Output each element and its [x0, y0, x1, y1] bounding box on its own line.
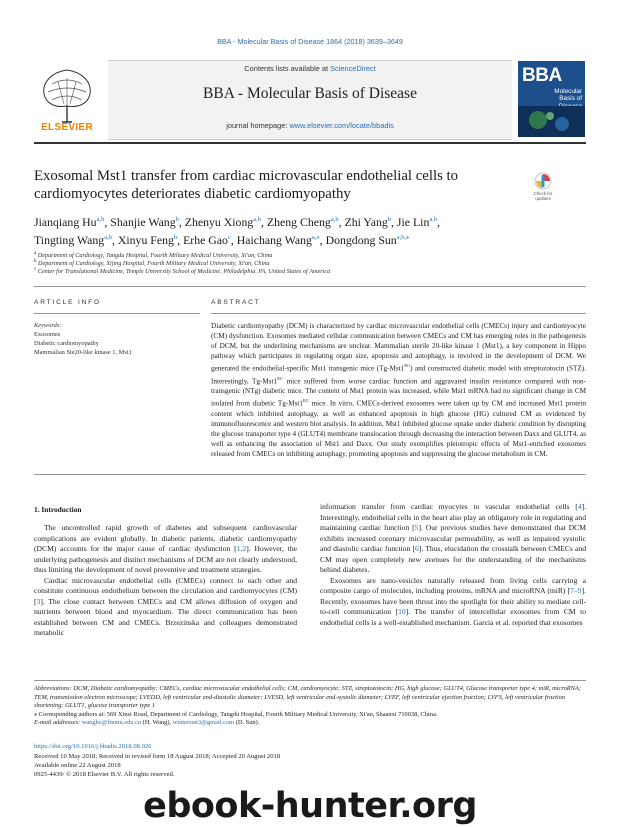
affiliation-mark: a — [34, 251, 37, 256]
author-name[interactable]: Xinyu Feng — [117, 233, 174, 248]
homepage-line — [108, 121, 512, 130]
contents-prefix: Contents lists available at — [244, 64, 331, 73]
author-name[interactable]: Zheng Cheng — [266, 214, 331, 229]
body-text: ]. Interestingly, endothelial cells in the heart also play an obligatory role in regulating and maintaining cardiac function [ — [320, 502, 586, 532]
author-affiliation-mark[interactable]: a,⁎ — [311, 234, 320, 242]
author-affiliation-mark[interactable]: a,b — [96, 216, 105, 223]
affiliation-c — [34, 267, 330, 275]
cover-subtitle-line: Molecular — [554, 88, 582, 95]
author-name[interactable]: Haichang Wang — [236, 233, 312, 248]
superscript-ec: EC — [404, 363, 411, 369]
affiliation-text: Department of Cardiology, Tangdu Hospital, Fourth Military Medical University, Xi'an, China — [37, 252, 273, 260]
keyword: Exosomes — [34, 331, 61, 338]
header-rule — [34, 142, 586, 144]
abstract-text: Diabetic cardiomyopathy (DCM) is characterized by cardiac microvascular endothelial cells (CMECs) injury and cardiomyocyte (CM) dysfunction. Exosomes mediated cellular communication between CMECs and CM has emerging roles in the pathogenesis of DCM, but the underlining mechanisms are unclear. Mammalian sterile 20-like kinase 1 (Mst1), a key component in Hippo pathway which participates in regulating organ size, apoptosis and autophagy, is involved in the development of DCM. We generated the endothelial-specific Mst1 transgenic mice (Tg-Mst1 — [211, 322, 586, 373]
abstract-text: ) and constructed diabetic model with streptozotocin (STZ). Interestingly, Tg-Mst1 — [211, 364, 586, 386]
introduction-heading: 1. Introduction — [34, 505, 82, 514]
abbreviations-footnote: Abbreviations: DCM, Diabetic cardiomyopathy; CMECs, cardiac microvascular endothelial cells; CM, cardiomyocyte; STZ, streptozotocin; HG, high glucose; GLUT4, Glucose transporter type 4; miR, microRNA; TEM, transmission electron microscope; LVEDD, left ventricular end-diastolic diameter; LVESD, left ventricular end-systolic diameter; LVEF, left ventricular ejection fraction; LVFS, left ventricular fraction shortening; GLUT1, glucose transporter type 1 — [34, 685, 581, 710]
body-text: ]. Recently, exosomes have been thrust into the spotlight for their ability to mediate cell-to-cell communication [ — [320, 586, 586, 616]
author-name[interactable]: Jianqiang Hu — [34, 214, 97, 229]
author-affiliation-mark[interactable]: b — [387, 216, 391, 223]
crossmark-label-line: Check for — [533, 191, 553, 196]
email-owner: (D. Sun). — [234, 719, 260, 727]
body-text: ]. However, the underlying pathogenesis and distinct mechanisms of DCM are not clearly understood, thus limiting the development of novel preventive and treatment strategies. — [34, 544, 297, 574]
body-text: ]. The close contact between CMECs and CM allows diffusion of oxygen and nutrients between blood and myocardium. The direct communication has been established between CM and CMECs. Brzezinska and colleagues demonstrated metabolic — [34, 596, 297, 637]
author-affiliation-mark[interactable]: c — [227, 234, 231, 242]
citation-link[interactable]: 5 — [414, 523, 419, 532]
journal-title: BBA - Molecular Basis of Disease — [203, 85, 417, 102]
citation-link[interactable]: 10 — [398, 607, 406, 616]
author-affiliation-mark[interactable]: a,b — [330, 216, 339, 223]
abstract-heading: ABSTRACT — [211, 299, 261, 306]
article-info-heading: ARTICLE INFO — [34, 299, 101, 306]
abstract-end-rule — [34, 474, 586, 475]
cover-artwork-icon — [518, 106, 585, 137]
author-affiliation-mark[interactable]: a,b — [253, 216, 262, 223]
superscript-ec: EC — [277, 375, 284, 381]
author-affiliation-mark[interactable]: a,b — [429, 216, 438, 223]
crossmark-label — [528, 191, 558, 201]
affiliation-mark: c — [34, 267, 37, 272]
affiliation-a — [34, 251, 272, 259]
affiliation-text: Department of Cardiology, Xijing Hospital, Fourth Military Medical University, Xi'an, China — [38, 260, 270, 268]
body-paragraph — [34, 523, 297, 576]
author-name[interactable]: Tingting Wang — [34, 233, 105, 248]
footnote-rule — [34, 680, 586, 681]
body-paragraph — [320, 576, 586, 629]
abstract-rule — [211, 313, 586, 314]
section-rule — [34, 286, 586, 287]
affiliation-b — [34, 259, 269, 267]
author-affiliation-mark[interactable]: b — [173, 234, 178, 242]
body-text: Exosomes are nano-vesicles naturally released from living cells carrying a composite cargo of molecules, including proteins, mRNA and microRNA (miR) [ — [320, 575, 586, 595]
article-title-line: cardiomyocytes deteriorates diabetic cardiomyopathy — [34, 186, 351, 202]
abstract-body — [211, 321, 586, 459]
citation-link[interactable]: 1,2 — [236, 544, 247, 553]
author-name[interactable]: Dongdong Sun — [325, 233, 397, 248]
citation-link[interactable]: 7–9 — [570, 586, 582, 595]
email-link[interactable]: wanghc@fmmu.edu.cn — [81, 719, 142, 727]
author-affiliation-mark[interactable]: b — [175, 216, 179, 223]
author-separator: , — [111, 233, 118, 248]
body-paragraph — [34, 576, 297, 639]
keyword: Diabetic cardiomyopathy — [34, 340, 99, 347]
sciencedirect-link[interactable]: ScienceDirect — [330, 64, 376, 73]
doi-link[interactable]: https://doi.org/10.1016/j.bbadis.2018.08.026 — [34, 743, 152, 750]
footnotes — [34, 685, 586, 728]
cover-title: BBA — [522, 65, 562, 86]
author-name[interactable]: Jie Lin — [396, 214, 430, 229]
journal-cover-thumbnail — [518, 61, 585, 137]
elsevier-tree-logo-icon — [34, 59, 100, 131]
author-separator: , — [104, 214, 111, 229]
body-column-right — [320, 502, 586, 628]
author-list — [34, 212, 586, 249]
contents-line — [108, 64, 512, 73]
author-separator: , — [178, 214, 185, 229]
article-title — [34, 167, 504, 203]
article-title-line: Exosomal Mst1 transfer from cardiac microvascular endothelial cells to — [34, 168, 459, 184]
publisher-name: ELSEVIER — [41, 122, 93, 133]
body-text: ]. The transfer of intercellular exosomes from CM to endothelial cells is a well-established mechanism. Garcia et al. reported that exosomes — [320, 607, 586, 627]
author-name[interactable]: Zhenyu Xiong — [184, 214, 254, 229]
author-affiliation-mark[interactable]: a,b — [104, 234, 112, 242]
author-name[interactable]: Shanjie Wang — [110, 214, 176, 229]
corresponding-author-footnote: ⁎ Corresponding authors at: 569 Xinsi Road, Department of Cardiology, Tangdu Hospital, Fourth Military Medical University, Xi'an, Shaanxi 710038, China. — [34, 710, 438, 718]
author-separator: , — [391, 214, 397, 229]
body-text: ]. Thus, elucidation the crosstalk between CMECs and CM may open completely new avenues for the understanding of the mechanisms behind diabetes. — [320, 544, 586, 574]
email-footnote — [34, 719, 586, 728]
keywords-label: Keywords: — [34, 322, 62, 329]
affiliation-mark: b — [34, 259, 37, 264]
email-label: E-mail addresses: — [34, 719, 82, 727]
affiliation-text: Center for Translational Medicine, Temple University School of Medicine, Philadelphia, PA, United States of America — [37, 268, 331, 276]
citation-link[interactable]: 3 — [36, 596, 41, 606]
crossmark-label-line: updates — [535, 196, 551, 201]
journal-citation[interactable]: BBA - Molecular Basis of Disease 1864 (2018) 3639–3649 — [217, 37, 403, 46]
online-date: Available online 22 August 2018 — [34, 762, 121, 769]
body-paragraph — [320, 502, 586, 576]
email-owner: (H. Wang), — [141, 719, 173, 727]
author-separator: , — [261, 214, 267, 229]
author-name[interactable]: Erhe Gao — [183, 233, 228, 248]
abstract-text: mice suffered from worse cardiac function and aggravated insulin resistance compared with non-transgenic (NTg) diabetic mice. The content of Mst1 protein was increased, while Mst1 mRNA had no significant change in CM isolated from diabetic Tg-Mst1 — [211, 377, 586, 408]
author-separator: , — [177, 233, 184, 248]
abstract-text: mice. In vitro, CMECs-derived exosomes were taken up by CM and increased Mst1 protein content which inhibited autophagy, as well as enhanced apoptosis in high glucose (HG) cultured CM as evidenced by immunofluorescence and western blot analysis. In addition, Mst1 inhibited glucose uptake under diabetic condition by disrupting the glucose transporter type 4 (GLUT4) membrane translocation through decreasing the interaction between Daxx and GLUT4, as well as enhancing the association of Mst1 and Daxx. Our study exemplifies pleiotropic effects of Mst1-enriched exosomes released from CMECs on inhibiting autophagy, promoting apoptosis and suppressing the glucose metabolism in CM. — [211, 399, 586, 459]
homepage-prefix: journal homepage: — [226, 121, 290, 130]
citation-link[interactable]: 6 — [415, 544, 419, 553]
homepage-link[interactable]: www.elsevier.com/locate/bbadis — [289, 121, 394, 130]
author-affiliation-mark[interactable]: a,b,⁎ — [396, 234, 410, 242]
copyright-line: 0925-4439/ © 2018 Elsevier B.V. All rights reserved. — [34, 771, 175, 778]
body-text: ]. Our previous studies have demonstrated that DCM exhibits increased coronary microvascular permeability, as well as impaired systolic and diastolic cardiac function [ — [320, 523, 586, 553]
body-text: The uncontrolled rapid growth of diabetes and subsequent cardiovascular complications are evident globally. In diabetic patients, diabetic cardiomyopathy (DCM) accounts for the major cause of cardiac dysfunction [ — [34, 523, 297, 553]
author-separator: , — [230, 233, 237, 248]
crossmark-badge[interactable] — [528, 171, 558, 207]
superscript-ec: EC — [303, 398, 309, 404]
crossmark-icon — [528, 171, 558, 191]
keyword: Mammalian Ste20-like kinase 1, Mst1 — [34, 349, 132, 356]
author-separator: , — [338, 214, 345, 229]
author-separator: , — [437, 214, 441, 229]
cover-subtitle-line: Basis of — [559, 95, 582, 103]
body-column-left — [34, 523, 297, 639]
author-separator: , — [319, 233, 326, 248]
citation-link[interactable]: 4 — [577, 502, 582, 511]
author-name[interactable]: Zhi Yang — [344, 214, 388, 229]
article-info-rule — [34, 313, 200, 314]
watermark: ebook-hunter.org — [143, 786, 477, 826]
body-text: Cardiac microvascular endothelial cells (CMECs) connect to each other and constitute continuous endothelium between the circulation and cardiomyocytes (CM) [ — [34, 575, 297, 606]
received-dates: Received 10 May 2018; Received in revised form 18 August 2018; Accepted 20 August 2018 — [34, 753, 281, 760]
email-link[interactable]: wintersun3@gmail.com — [172, 719, 235, 727]
body-text: information transfer from cardiac myocytes to vascular endothelial cells [ — [320, 502, 578, 511]
